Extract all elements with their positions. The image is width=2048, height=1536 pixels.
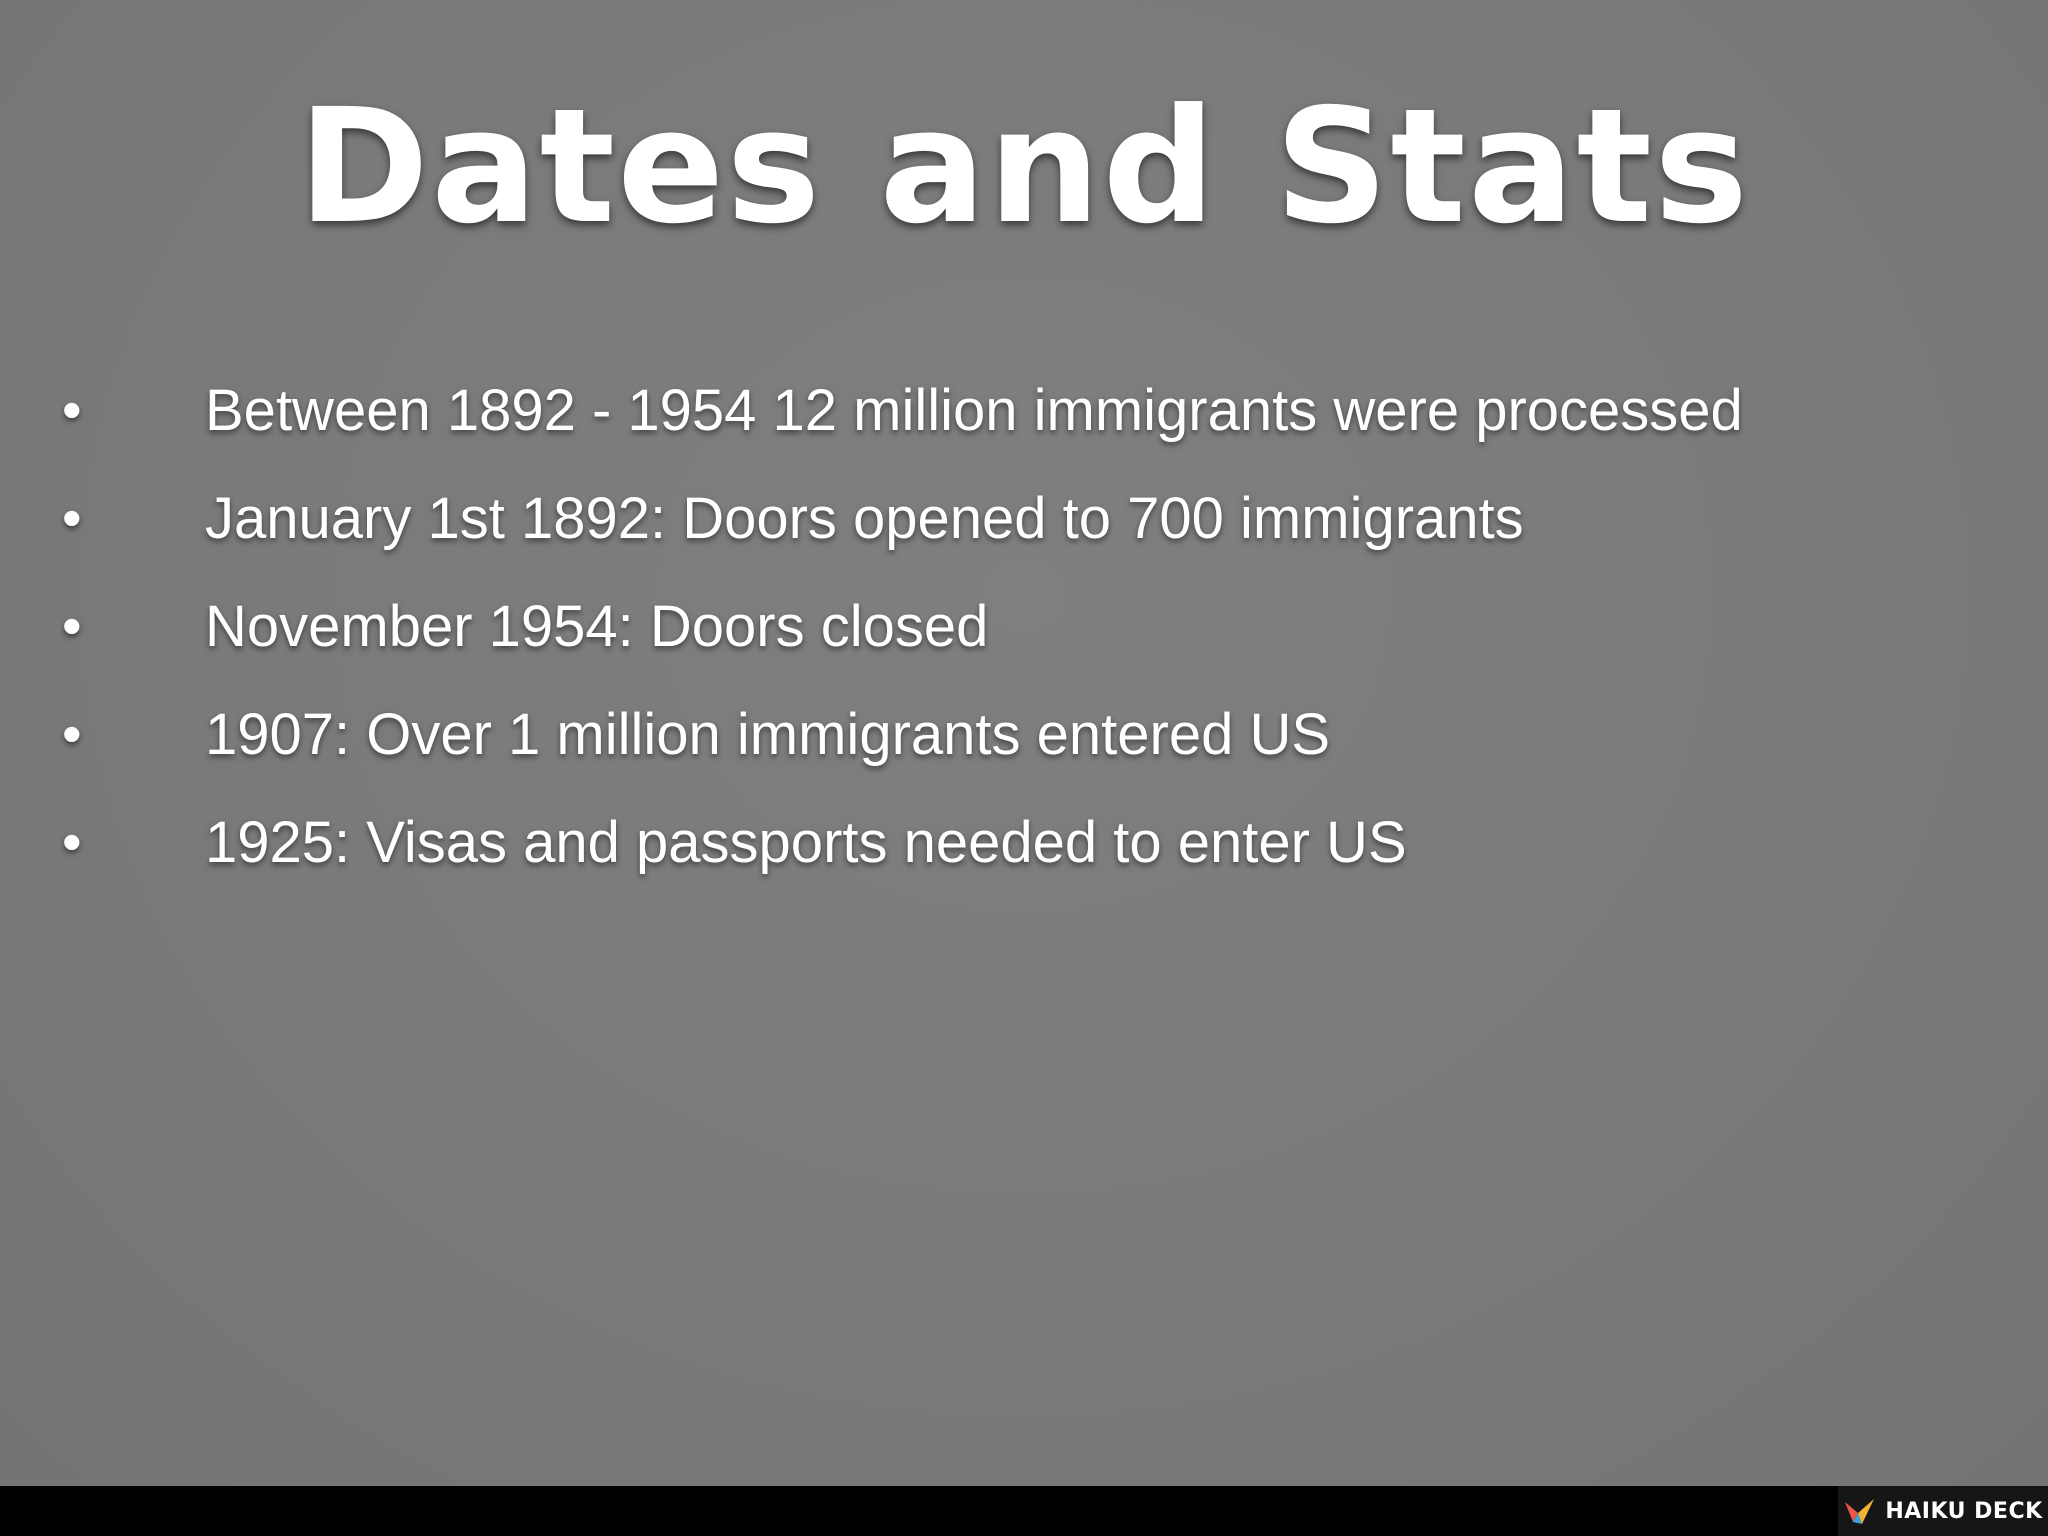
haiku-deck-bird-icon xyxy=(1843,1496,1877,1526)
brand-label: HAIKU DECK xyxy=(1885,1498,2043,1524)
bullet-icon: • xyxy=(62,378,82,441)
list-item xyxy=(0,594,2048,702)
bullet-text: Between 1892 - 1954 12 million immigrants were processed xyxy=(205,378,1743,443)
bullet-text: 1907: Over 1 million immigrants entered US xyxy=(205,702,1331,767)
bullet-icon: • xyxy=(62,702,82,765)
footer-bar xyxy=(0,1486,2048,1536)
bullet-icon: • xyxy=(62,594,82,657)
haiku-deck-brand[interactable] xyxy=(1838,1486,2048,1536)
bullet-text: November 1954: Doors closed xyxy=(205,594,989,659)
list-item xyxy=(0,378,2048,486)
bullet-list xyxy=(0,378,2048,918)
list-item xyxy=(0,702,2048,810)
list-item xyxy=(0,486,2048,594)
list-item xyxy=(0,810,2048,918)
bullet-text: January 1st 1892: Doors opened to 700 immigrants xyxy=(205,486,1524,551)
bullet-text: 1925: Visas and passports needed to enter US xyxy=(205,810,1407,875)
bullet-icon: • xyxy=(62,810,82,873)
slide-title: Dates and Stats xyxy=(297,75,1751,259)
bullet-icon: • xyxy=(62,486,82,549)
